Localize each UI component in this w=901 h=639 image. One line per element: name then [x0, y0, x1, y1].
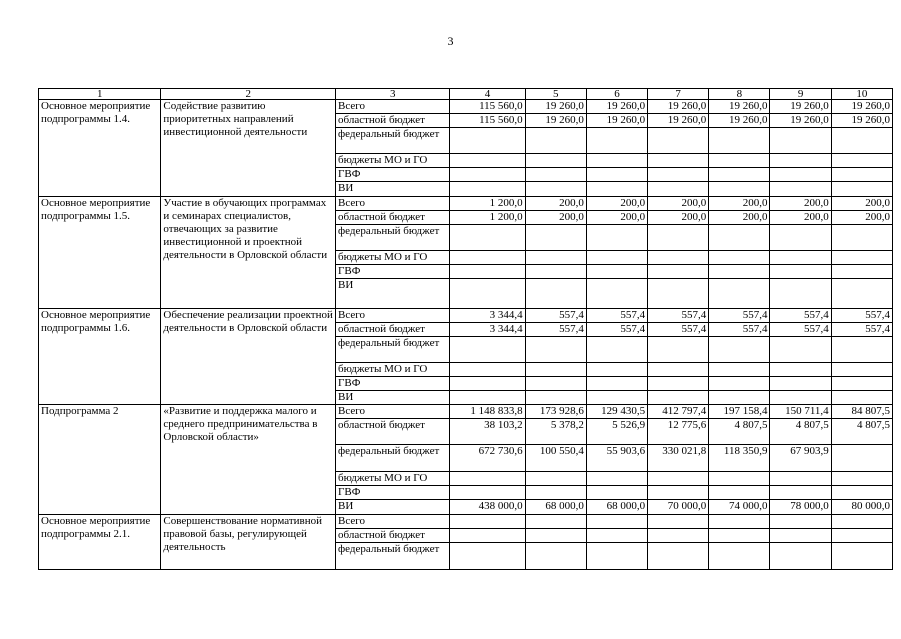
amount-cell: [525, 168, 586, 182]
amount-cell: [831, 543, 892, 570]
amount-cell: [450, 154, 525, 168]
amount-cell: [770, 182, 831, 197]
funding-source-cell: ГВФ: [336, 265, 450, 279]
amount-cell: [709, 377, 770, 391]
amount-cell: [648, 182, 709, 197]
amount-cell: [831, 363, 892, 377]
amount-cell: 19 260,0: [770, 114, 831, 128]
funding-source-cell: ГВФ: [336, 486, 450, 500]
amount-cell: [525, 182, 586, 197]
amount-cell: 438 000,0: [450, 500, 525, 515]
amount-cell: [770, 154, 831, 168]
program-cell: Подпрограмма 2: [39, 405, 161, 515]
amount-cell: [450, 182, 525, 197]
funding-source-cell: областной бюджет: [336, 529, 450, 543]
amount-cell: [709, 128, 770, 154]
amount-cell: [586, 391, 647, 405]
amount-cell: 200,0: [525, 211, 586, 225]
amount-cell: [831, 529, 892, 543]
amount-cell: 19 260,0: [709, 114, 770, 128]
table-body: [39, 100, 893, 570]
amount-cell: 557,4: [770, 323, 831, 337]
amount-cell: [770, 168, 831, 182]
amount-cell: [586, 472, 647, 486]
amount-cell: 3 344,4: [450, 309, 525, 323]
amount-cell: [525, 251, 586, 265]
funding-source-cell: областной бюджет: [336, 211, 450, 225]
header-row: [39, 89, 893, 100]
amount-cell: [525, 225, 586, 251]
column-header: 4: [450, 89, 525, 100]
funding-source-cell: Всего: [336, 309, 450, 323]
column-header: 3: [336, 89, 450, 100]
page-number: 3: [447, 34, 454, 48]
description-cell: Обеспечение реализации проектной деятельности в Орловской области: [161, 309, 336, 405]
amount-cell: [450, 486, 525, 500]
amount-cell: [648, 128, 709, 154]
amount-cell: 557,4: [709, 323, 770, 337]
amount-cell: 3 344,4: [450, 323, 525, 337]
column-header: 10: [831, 89, 892, 100]
amount-cell: [648, 337, 709, 363]
amount-cell: 5 526,9: [586, 419, 647, 445]
amount-cell: [770, 515, 831, 529]
amount-cell: [450, 225, 525, 251]
amount-cell: [770, 391, 831, 405]
amount-cell: [450, 337, 525, 363]
amount-cell: 200,0: [709, 211, 770, 225]
amount-cell: [450, 128, 525, 154]
amount-cell: [525, 337, 586, 363]
program-cell: Основное мероприятие подпрограммы 2.1.: [39, 515, 161, 570]
program-cell: Основное мероприятие подпрограммы 1.4.: [39, 100, 161, 197]
amount-cell: [709, 543, 770, 570]
amount-cell: [709, 279, 770, 309]
amount-cell: [525, 472, 586, 486]
amount-cell: [525, 279, 586, 309]
amount-cell: [709, 337, 770, 363]
column-header: 7: [648, 89, 709, 100]
amount-cell: 1 200,0: [450, 211, 525, 225]
funding-source-cell: Всего: [336, 100, 450, 114]
funding-source-cell: Всего: [336, 405, 450, 419]
amount-cell: [770, 128, 831, 154]
amount-cell: 557,4: [648, 323, 709, 337]
amount-cell: [525, 363, 586, 377]
amount-cell: [770, 279, 831, 309]
amount-cell: 200,0: [770, 211, 831, 225]
amount-cell: [709, 251, 770, 265]
amount-cell: 19 260,0: [648, 100, 709, 114]
amount-cell: [709, 472, 770, 486]
column-header: 2: [161, 89, 336, 100]
funding-source-cell: федеральный бюджет: [336, 543, 450, 570]
amount-cell: [770, 472, 831, 486]
amount-cell: [648, 265, 709, 279]
amount-cell: [770, 265, 831, 279]
amount-cell: [450, 391, 525, 405]
amount-cell: 19 260,0: [709, 100, 770, 114]
amount-cell: [831, 225, 892, 251]
funding-source-cell: ВИ: [336, 391, 450, 405]
amount-cell: [450, 363, 525, 377]
amount-cell: [648, 515, 709, 529]
amount-cell: [770, 543, 831, 570]
amount-cell: [586, 279, 647, 309]
funding-source-cell: областной бюджет: [336, 114, 450, 128]
amount-cell: [648, 543, 709, 570]
amount-cell: [648, 154, 709, 168]
amount-cell: 80 000,0: [831, 500, 892, 515]
amount-cell: [770, 377, 831, 391]
amount-cell: [709, 168, 770, 182]
amount-cell: 19 260,0: [831, 114, 892, 128]
amount-cell: [709, 486, 770, 500]
amount-cell: [450, 251, 525, 265]
amount-cell: [831, 182, 892, 197]
amount-cell: [831, 279, 892, 309]
amount-cell: [525, 154, 586, 168]
amount-cell: [831, 251, 892, 265]
amount-cell: 4 807,5: [831, 419, 892, 445]
amount-cell: 68 000,0: [586, 500, 647, 515]
amount-cell: [586, 128, 647, 154]
amount-cell: 557,4: [831, 323, 892, 337]
amount-cell: [525, 543, 586, 570]
amount-cell: [831, 486, 892, 500]
amount-cell: 672 730,6: [450, 445, 525, 472]
amount-cell: [648, 529, 709, 543]
amount-cell: [586, 529, 647, 543]
table-row: [39, 405, 893, 419]
amount-cell: 118 350,9: [709, 445, 770, 472]
amount-cell: [831, 391, 892, 405]
amount-cell: [450, 265, 525, 279]
column-header: 6: [586, 89, 647, 100]
funding-source-cell: Всего: [336, 197, 450, 211]
amount-cell: [586, 363, 647, 377]
amount-cell: [831, 515, 892, 529]
amount-cell: 200,0: [586, 211, 647, 225]
amount-cell: 84 807,5: [831, 405, 892, 419]
amount-cell: [770, 225, 831, 251]
amount-cell: 557,4: [525, 309, 586, 323]
amount-cell: [648, 391, 709, 405]
funding-source-cell: областной бюджет: [336, 323, 450, 337]
amount-cell: 19 260,0: [586, 114, 647, 128]
amount-cell: [831, 377, 892, 391]
amount-cell: [831, 472, 892, 486]
amount-cell: [586, 225, 647, 251]
amount-cell: 55 903,6: [586, 445, 647, 472]
description-cell: «Развитие и поддержка малого и среднего предпринимательства в Орловской области»: [161, 405, 336, 515]
amount-cell: 557,4: [648, 309, 709, 323]
amount-cell: [648, 363, 709, 377]
amount-cell: [770, 486, 831, 500]
amount-cell: 557,4: [586, 323, 647, 337]
amount-cell: 19 260,0: [648, 114, 709, 128]
amount-cell: [770, 529, 831, 543]
amount-cell: [709, 529, 770, 543]
amount-cell: [770, 337, 831, 363]
amount-cell: [648, 279, 709, 309]
amount-cell: 557,4: [525, 323, 586, 337]
amount-cell: [831, 265, 892, 279]
funding-source-cell: ВИ: [336, 500, 450, 515]
funding-source-cell: бюджеты МО и ГО: [336, 251, 450, 265]
column-header: 1: [39, 89, 161, 100]
amount-cell: [525, 265, 586, 279]
funding-source-cell: федеральный бюджет: [336, 128, 450, 154]
amount-cell: 200,0: [831, 197, 892, 211]
funding-source-cell: ВИ: [336, 182, 450, 197]
amount-cell: [648, 225, 709, 251]
funding-source-cell: областной бюджет: [336, 419, 450, 445]
amount-cell: [450, 168, 525, 182]
amount-cell: [450, 529, 525, 543]
table-row: [39, 100, 893, 114]
amount-cell: [586, 337, 647, 363]
amount-cell: [648, 377, 709, 391]
amount-cell: 200,0: [525, 197, 586, 211]
amount-cell: [450, 377, 525, 391]
description-cell: Содействие развитию приоритетных направлений инвестиционной деятельности: [161, 100, 336, 197]
program-cell: Основное мероприятие подпрограммы 1.6.: [39, 309, 161, 405]
amount-cell: 557,4: [586, 309, 647, 323]
amount-cell: [831, 337, 892, 363]
funding-source-cell: ГВФ: [336, 377, 450, 391]
amount-cell: [831, 445, 892, 472]
amount-cell: [586, 486, 647, 500]
amount-cell: [648, 486, 709, 500]
amount-cell: 19 260,0: [770, 100, 831, 114]
amount-cell: [586, 168, 647, 182]
amount-cell: [586, 182, 647, 197]
amount-cell: [648, 168, 709, 182]
amount-cell: 19 260,0: [831, 100, 892, 114]
amount-cell: [709, 391, 770, 405]
amount-cell: [525, 515, 586, 529]
amount-cell: 68 000,0: [525, 500, 586, 515]
amount-cell: [709, 363, 770, 377]
funding-source-cell: ГВФ: [336, 168, 450, 182]
amount-cell: [831, 154, 892, 168]
amount-cell: 200,0: [709, 197, 770, 211]
amount-cell: [709, 154, 770, 168]
funding-source-cell: федеральный бюджет: [336, 225, 450, 251]
amount-cell: [709, 225, 770, 251]
amount-cell: 557,4: [831, 309, 892, 323]
program-cell: Основное мероприятие подпрограммы 1.5.: [39, 197, 161, 309]
column-header: 5: [525, 89, 586, 100]
amount-cell: 70 000,0: [648, 500, 709, 515]
amount-cell: 200,0: [586, 197, 647, 211]
amount-cell: 67 903,9: [770, 445, 831, 472]
amount-cell: 200,0: [770, 197, 831, 211]
amount-cell: [709, 182, 770, 197]
table-row: [39, 515, 893, 529]
amount-cell: 12 775,6: [648, 419, 709, 445]
description-cell: Участие в обучающих программах и семинарах специалистов, отвечающих за развитие инвестиционной и проектной деятельности в Орловской области: [161, 197, 336, 309]
amount-cell: 1 148 833,8: [450, 405, 525, 419]
funding-source-cell: федеральный бюджет: [336, 337, 450, 363]
amount-cell: 330 021,8: [648, 445, 709, 472]
amount-cell: [709, 265, 770, 279]
funding-source-cell: ВИ: [336, 279, 450, 309]
amount-cell: 150 711,4: [770, 405, 831, 419]
amount-cell: [525, 529, 586, 543]
column-header: 8: [709, 89, 770, 100]
budget-table: [38, 88, 893, 570]
amount-cell: [770, 363, 831, 377]
amount-cell: [648, 251, 709, 265]
amount-cell: [586, 251, 647, 265]
amount-cell: 100 550,4: [525, 445, 586, 472]
amount-cell: [450, 472, 525, 486]
amount-cell: 115 560,0: [450, 114, 525, 128]
amount-cell: [450, 279, 525, 309]
amount-cell: [709, 515, 770, 529]
amount-cell: 200,0: [648, 211, 709, 225]
amount-cell: [586, 377, 647, 391]
amount-cell: 74 000,0: [709, 500, 770, 515]
amount-cell: 557,4: [709, 309, 770, 323]
amount-cell: 19 260,0: [525, 114, 586, 128]
amount-cell: 200,0: [831, 211, 892, 225]
amount-cell: 19 260,0: [586, 100, 647, 114]
amount-cell: 412 797,4: [648, 405, 709, 419]
amount-cell: 4 807,5: [770, 419, 831, 445]
table-row: [39, 309, 893, 323]
amount-cell: [525, 377, 586, 391]
amount-cell: 78 000,0: [770, 500, 831, 515]
funding-source-cell: бюджеты МО и ГО: [336, 154, 450, 168]
funding-source-cell: Всего: [336, 515, 450, 529]
amount-cell: [770, 251, 831, 265]
amount-cell: [525, 391, 586, 405]
amount-cell: 19 260,0: [525, 100, 586, 114]
amount-cell: 557,4: [770, 309, 831, 323]
funding-source-cell: бюджеты МО и ГО: [336, 363, 450, 377]
amount-cell: 5 378,2: [525, 419, 586, 445]
amount-cell: [586, 154, 647, 168]
column-header: 9: [770, 89, 831, 100]
amount-cell: 4 807,5: [709, 419, 770, 445]
amount-cell: [525, 486, 586, 500]
funding-source-cell: бюджеты МО и ГО: [336, 472, 450, 486]
amount-cell: 1 200,0: [450, 197, 525, 211]
table-row: [39, 197, 893, 211]
amount-cell: 197 158,4: [709, 405, 770, 419]
amount-cell: [586, 515, 647, 529]
amount-cell: [586, 543, 647, 570]
amount-cell: 38 103,2: [450, 419, 525, 445]
amount-cell: 115 560,0: [450, 100, 525, 114]
amount-cell: [525, 128, 586, 154]
funding-source-cell: федеральный бюджет: [336, 445, 450, 472]
amount-cell: [648, 472, 709, 486]
amount-cell: [831, 128, 892, 154]
amount-cell: [831, 168, 892, 182]
amount-cell: 129 430,5: [586, 405, 647, 419]
amount-cell: 200,0: [648, 197, 709, 211]
amount-cell: [450, 543, 525, 570]
amount-cell: [450, 515, 525, 529]
description-cell: Совершенствование нормативной правовой базы, регулирующей деятельность: [161, 515, 336, 570]
amount-cell: 173 928,6: [525, 405, 586, 419]
amount-cell: [586, 265, 647, 279]
